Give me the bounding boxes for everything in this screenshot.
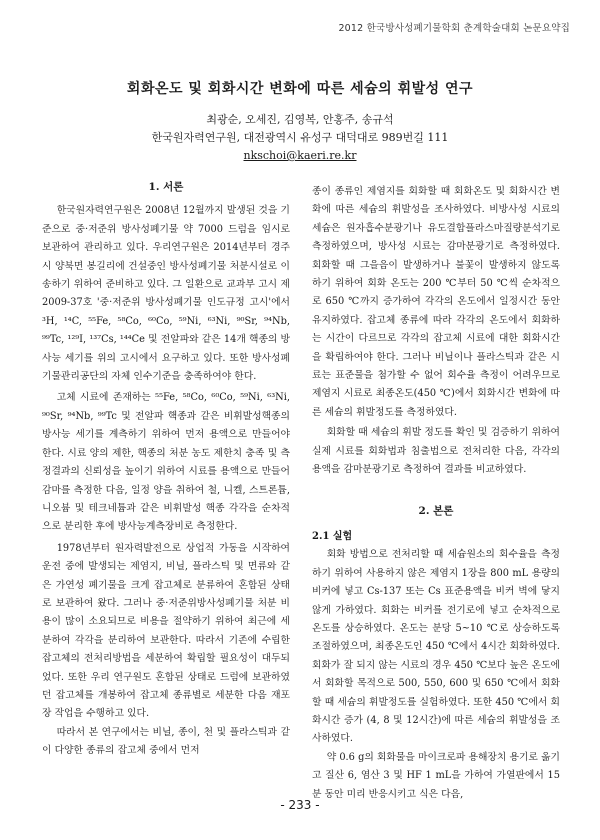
section-heading-intro: 1. 서론 [148, 181, 184, 193]
email-link[interactable]: nkschoi@kaeri.re.kr [243, 149, 357, 162]
section-heading-body: 2. 본론 [418, 504, 454, 517]
body-paragraph-1: 회화 방법으로 전처리할 때 세슘원소의 회수율을 측정하기 위하여 사용하지 않은 제염지 1장을 800 mL 용량의 비커에 넣고 Cs-137 또는 Cs 표준용액을 비커 벽에 닿지 않게 가하였다. 회화는 비커를 전기로에 넣고 순차적으로 온도를 상승하였다. 온도는 분당 5~10 ℃로 상승하도록 조절하였으며, 최종온도인 450 ℃에서 4시간 회화하였다. 회화가 잘 되지 않는 시료의 경우 450 ℃보다 높은 온도에서 회화할 목적으로 500, 550, 600 및 650 ℃에서 회화할 때 세슘의 휘발정도를 실험하였다. 또한 450 ℃에서 회화시간 증가 (4, 8 및 12시간)에 따른 세슘의 휘발성을 조사하였다. [312, 549, 560, 745]
running-head: 2012 한국방사성폐기물학회 춘계학술대회 논문요약집 [338, 23, 570, 34]
author-list: 최광순, 오세진, 김영복, 안홍주, 송규석 [206, 113, 394, 126]
text: 및 전알파 핵종과 같은 비휘발성핵종의 방사능 세기를 계측하기 위하여 먼저 용액으로 만들어야 한다. 시료 양의 제한, 핵종의 처분 농도 제한치 충족 및 측정결과의 신뢰성을 높이기 위하여 시료를 용액으로 만들어 감마를 측정한 다음, 일정 양을 취하여 철, 니켈, 스트론튬, 니오븀 및 테크네튬과 같은 비휘발성 핵종 각각을 순차적으로 분리한 후에 방사능계측장비로 측정한다. [42, 410, 290, 533]
intro-paragraph-5: 종이 종류인 제염지를 회화할 때 회화온도 및 회화시간 변화에 따른 세슘의 휘발성을 조사하였다. 비방사성 시료의 세슘은 원자흡수분광기나 유도결합플라스마질량분석기로 측정하였으며, 방사성 시료는 감마분광기로 측정하였다. 회화할 때 그을음이 발생하거나 불꽃이 발생하지 않도록 하기 위하여 회화 온도는 200 ℃부터 50 ℃씩 순차적으로 650 ℃까지 증가하여 각각의 온도에서 일정시간 동안 유지하였다. 잡고체 종류에 따라 각각의 온도에서 회화하는 시간이 다르므로 각각의 잡고체 시료에 대한 회화시간을 확립하여야 한다. 그러나 비닐이나 플라스틱과 같은 시료는 표준물을 첨가할 수 없어 회수율 측정이 어려우므로 제염지 시료로 최종온도(450 ℃)에서 회화시간 변화에 따른 세슘의 휘발정도를 측정하였다. [312, 186, 560, 418]
intro-paragraph-4: 따라서 본 연구에서는 비닐, 종이, 천 및 플라스틱과 같이 다양한 종류의 잡고체 중에서 먼저 [42, 726, 290, 757]
subsection-heading: 2.1 실험 [312, 530, 353, 542]
body-paragraph-2: 약 0.6 g의 회화물을 마이크로파 용해장치 용기로 옮기고 질산 6, 염산 3 및 HF 1 mL을 가하여 가열판에서 15분 동안 미리 반응시키고 식은 다음, [312, 751, 560, 800]
intro-paragraph-1 [42, 202, 290, 386]
text: 한국원자력연구원은 2008년 12월까지 발생된 것을 기준으로 중·저준위 방사성폐기물 약 7000 드럼을 임시로 보관하여 관리하고 있다. 우리연구원은 2014년부터 경주시 양북면 봉길리에 건설중인 방사성폐기물 처분시설로 이송하기 위하여 준비하고 있다. 그 일환으로 교과부 고시 제2009-37호 '중·저준위 방사성폐기물 인도규정 고시'에서 [42, 205, 290, 309]
right-column [312, 183, 560, 804]
affiliation: 한국원자력연구원, 대전광역시 유성구 대덕대로 989번길 111 [151, 131, 449, 144]
intro-paragraph-3: 1978년부터 원자력발전으로 상업적 가동을 시작하여 운전 중에 발생되는 제염지, 비닐, 플라스틱 및 면류와 같은 가연성 폐기물을 크게 잡고체로 분류하여 혼합된 상태로 보관하여 왔다. 그러나 중·저준위방사성폐기물 처분 비용이 많이 소요되므로 비용을 절약하기 위하여 최근에 세분하여 각각을 분리하여 보관한다. 따라서 기존에 수립한 잡고체의 전처리방법을 세분하여 확립할 필요성이 대두되었다. 또한 우리 연구원도 혼합된 상태로 드럼에 보관하였던 잡고체를 개봉하여 잡고체 종류별로 세분한 다음 재포장 작업을 수행하고 있다. [42, 542, 290, 720]
nuclide-list: ⁵⁵Fe, ⁵⁸Co, ⁶⁰Co, ⁵⁹Ni, ⁶³Ni, ⁹⁰Sr, ⁹⁴Nb, ⁹⁹Tc [42, 392, 290, 422]
intro-paragraph-2 [42, 389, 290, 536]
text: 고체 시료에 존재하는 [56, 392, 156, 404]
page-number: - 233 - [280, 798, 320, 812]
paper-title: 회화온도 및 회화시간 변화에 따른 세슘의 휘발성 연구 [126, 81, 474, 97]
left-column [42, 178, 290, 761]
nuclide-list: ³H, ¹⁴C, ⁵⁵Fe, ⁵⁸Co, ⁶⁰Co, ⁵⁹Ni, ⁶³Ni, ⁹⁰Sr, ⁹⁴Nb, ⁹⁹Tc, ¹²⁹I, ¹³⁷Cs, ¹⁴⁴Ce [42, 315, 290, 346]
text: 및 전알파와 같은 14개 핵종의 방사능 세기를 위의 고시에서 요구하고 있다. 또한 방사성폐기물관리공단의 자체 인수기준을 충족하여야 한다. [42, 334, 290, 383]
intro-paragraph-6: 회화할 때 세슘의 휘발 정도를 확인 및 검증하기 위하여 실제 시료를 회화법과 침출법으로 전처리한 다음, 각각의 용액을 감마분광기로 측정하여 결과를 비교하였다. [312, 427, 560, 476]
author-block [0, 111, 600, 165]
